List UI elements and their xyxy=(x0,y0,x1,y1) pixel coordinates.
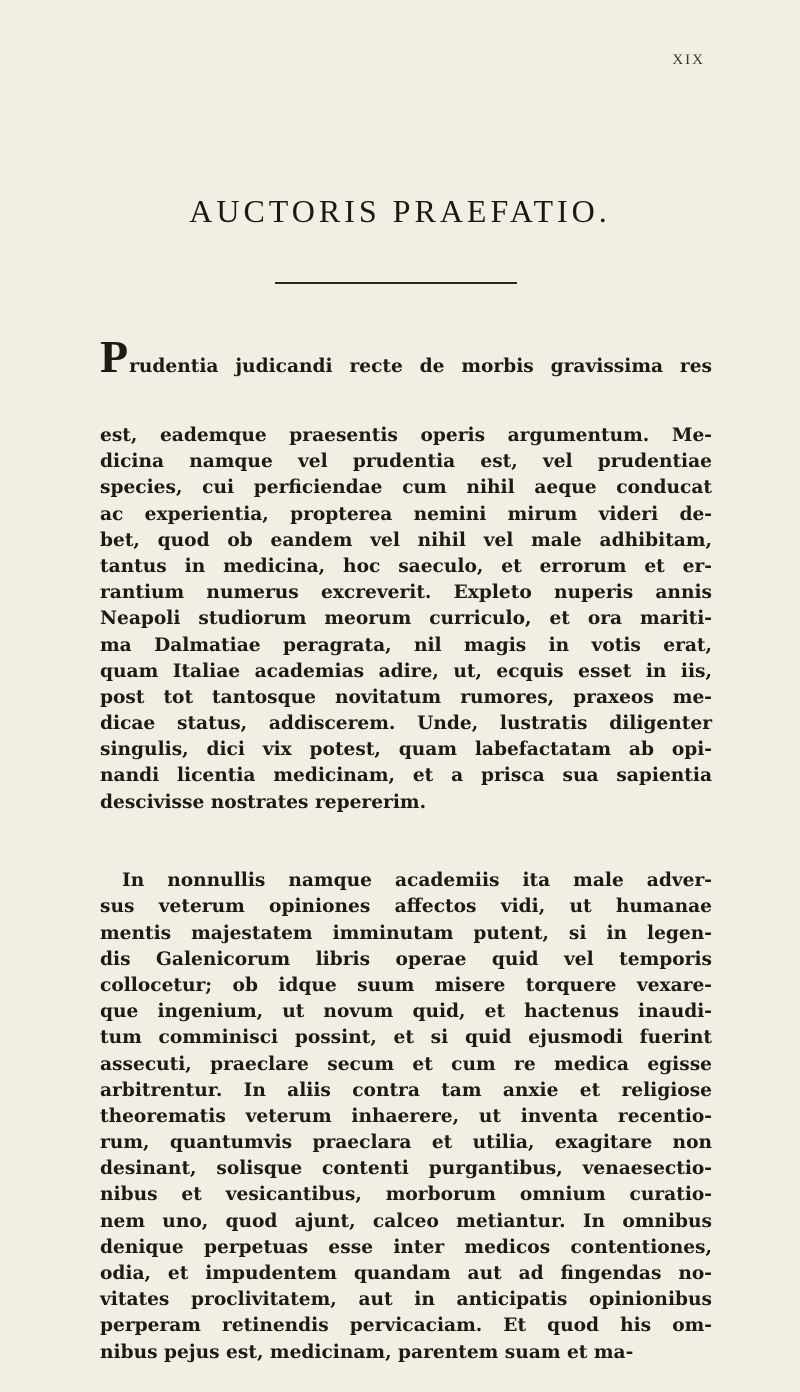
text-line: nibus et vesicantibus, morborum omnium curatio- xyxy=(100,1184,712,1206)
preface-text xyxy=(100,292,712,1392)
text-line: que ingenium, ut novum quid, et hactenus inaudi- xyxy=(100,1001,712,1023)
text-line: dicae status, addiscerem. Unde, lustratis diligenter xyxy=(100,713,712,735)
text-line: rum, quantumvis praeclara et utilia, exagitare non xyxy=(100,1132,712,1154)
text-line: vitates proclivitatem, aut in anticipatis opinionibus xyxy=(100,1289,712,1311)
text-line: arbitrentur. In aliis contra tam anxie et religiose xyxy=(100,1079,712,1101)
text-line: mentis majestatem imminutam putent, si in legen- xyxy=(100,922,712,944)
text-line: perperam retinendis pervicaciam. Et quod his om- xyxy=(100,1315,712,1337)
text-line: dicina namque vel prudentia est, vel prudentiae xyxy=(100,451,712,473)
text-line: nandi licentia medicinam, et a prisca sua sapientia xyxy=(100,765,712,787)
text-line: sus veterum opiniones affectos vidi, ut humanae xyxy=(100,896,712,918)
text-line: ma Dalmatiae peragrata, nil magis in votis erat, xyxy=(100,634,712,656)
text-line: est, eademque praesentis operis argumentum. Me- xyxy=(100,425,712,446)
text-line: post tot tantosque novitatum rumores, praxeos me- xyxy=(100,686,712,708)
text-line: In nonnullis namque academiis ita male adver- xyxy=(122,870,712,892)
text-line: ac experientia, propterea nemini mirum videri de- xyxy=(100,503,712,525)
text-line: nem uno, quod ajunt, calceo metiantur. In omnibus xyxy=(100,1210,712,1232)
paragraph-1-first-line xyxy=(100,331,712,383)
text-line: tantus in medicina, hoc saeculo, et errorum et er- xyxy=(100,555,712,577)
text-line: assecuti, praeclare secum et cum re medica egisse xyxy=(100,1053,712,1075)
text-line: descivisse nostrates repererim. xyxy=(100,791,427,813)
text-line: quam Italiae academias adire, ut, ecquis esset in iis, xyxy=(100,660,712,682)
text-line: singulis, dici vix potest, quam labefactatam ab opi- xyxy=(100,739,712,761)
text-line: species, cui perficiendae cum nihil aeque conducat xyxy=(100,477,712,499)
text-line: desinant, solisque contenti purgantibus, venaesectio- xyxy=(100,1158,712,1180)
text-line: theorematis veterum inhaerere, ut inventa recentio- xyxy=(100,1105,712,1127)
text-line: collocetur; ob idque suum misere torquere vexare- xyxy=(100,974,712,996)
text-line: dis Galenicorum libris operae quid vel temporis xyxy=(100,948,712,970)
page-title: AUCTORIS PRAEFATIO. xyxy=(189,193,611,229)
text-line: Neapoli studiorum meorum curriculo, et ora mariti- xyxy=(100,608,712,630)
page-number: XIX xyxy=(672,52,705,68)
paragraph-1 xyxy=(100,423,712,816)
text-line: denique perpetuas esse inter medicos contentiones, xyxy=(100,1236,712,1258)
paragraph-1-first-line-text: rudentia judicandi recte de morbis gravissima res xyxy=(129,356,712,378)
paragraph-2 xyxy=(100,868,712,1366)
text-line: tum comminisci possint, et si quid ejusmodi fuerint xyxy=(100,1027,712,1049)
title-divider xyxy=(275,282,517,284)
text-line: odia, et impudentem quandam aut ad fingendas no- xyxy=(100,1263,712,1285)
text-line: nibus pejus est, medicinam, parentem suam et ma- xyxy=(100,1341,634,1363)
text-line: rantium numerus excreverit. Expleto nuperis annis xyxy=(100,582,712,604)
drop-cap: P xyxy=(100,331,129,383)
text-line: bet, quod ob eandem vel nihil vel male adhibitam, xyxy=(100,529,712,551)
